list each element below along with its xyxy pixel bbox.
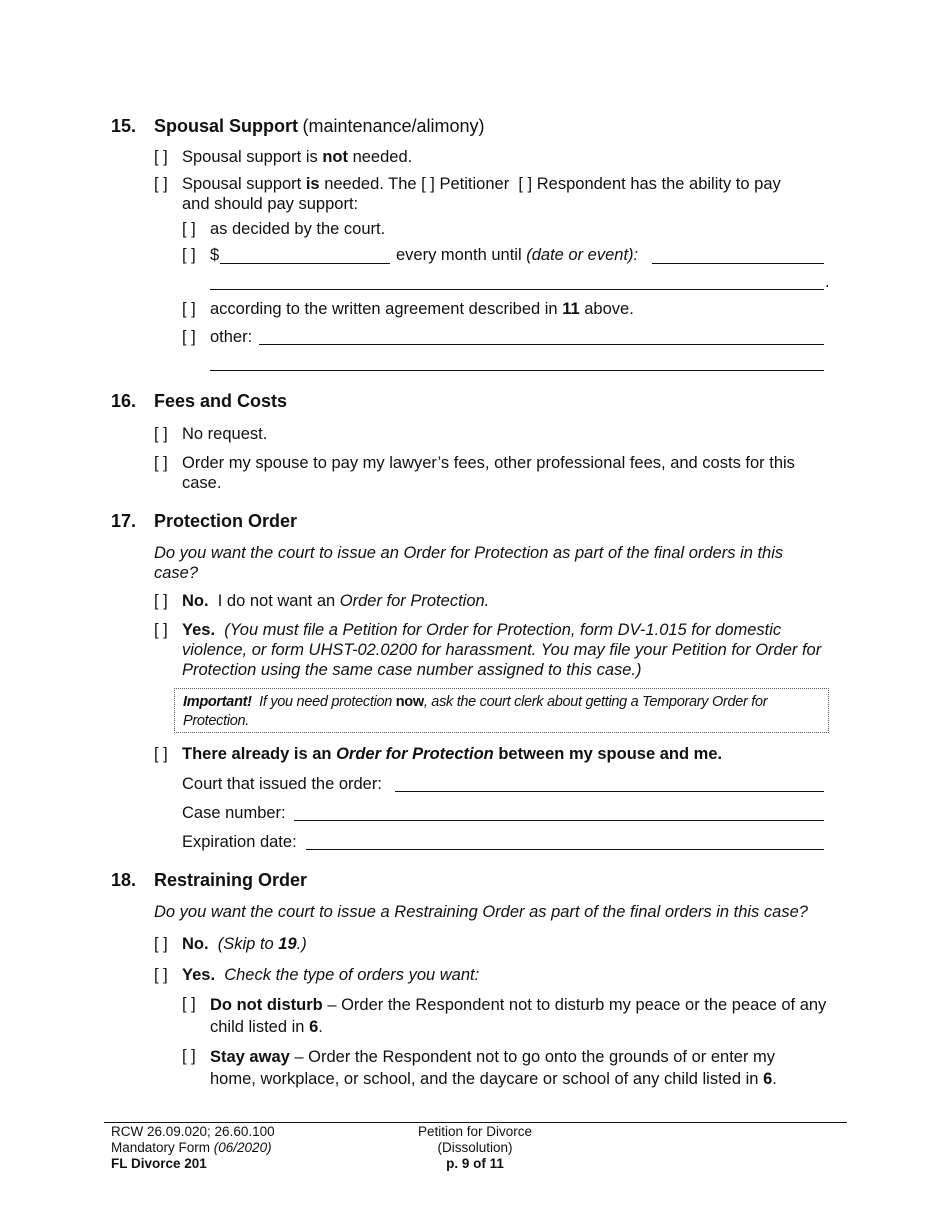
- expiration-date-field[interactable]: [306, 849, 824, 850]
- footer-rcw: RCW 26.09.020; 26.60.100: [111, 1124, 275, 1139]
- checkbox[interactable]: [ ]: [182, 220, 196, 238]
- text-italic: .): [296, 935, 307, 953]
- court-label: Court that issued the order:: [182, 775, 382, 793]
- date-or-event-field-line2[interactable]: [210, 289, 824, 290]
- s15-sub-other: [182, 327, 252, 347]
- checkbox[interactable]: [ ]: [182, 328, 196, 346]
- text-bold: between my spouse and me.: [493, 745, 723, 763]
- footer-doc-title: Petition for Divorce: [417, 1124, 533, 1139]
- text-italic: Check the type of orders you want:: [224, 966, 480, 984]
- text-italic: (date or event):: [526, 246, 639, 264]
- section-ref: 6: [763, 1070, 773, 1088]
- checkbox-respondent[interactable]: [ ]: [518, 175, 533, 193]
- section-17-number: 17.: [111, 511, 137, 531]
- date-or-event-field[interactable]: [652, 263, 824, 264]
- section-17-title: Protection Order: [154, 511, 298, 531]
- checkbox[interactable]: [ ]: [154, 966, 168, 984]
- s17-option-yes: [182, 620, 834, 680]
- s17-option-yes-checkbox[interactable]: [ ]: [154, 621, 168, 639]
- text: above.: [579, 300, 634, 318]
- s15-option-not-needed: [154, 147, 412, 167]
- text-bold: now: [395, 694, 424, 710]
- section-18-number: 18.: [111, 870, 137, 890]
- s15-option-needed-line2: and should pay support:: [182, 195, 359, 213]
- section-16-number: 16.: [111, 391, 137, 411]
- text: If you need protection: [259, 694, 396, 710]
- text: every month until: [396, 246, 527, 264]
- important-notice-box: [174, 688, 829, 733]
- text-italic: (Skip to: [217, 935, 279, 953]
- footer-center: [400, 1124, 550, 1172]
- text: , ask the court clerk about getting a Temporary Order for Protection.: [183, 694, 768, 729]
- checkbox[interactable]: [ ]: [182, 300, 196, 318]
- text: Respondent: [536, 175, 626, 193]
- footer-left: [111, 1124, 275, 1172]
- s15-option-needed: [154, 174, 781, 194]
- text: .: [772, 1070, 777, 1088]
- checkbox[interactable]: [ ]: [154, 745, 168, 763]
- text: No request.: [182, 425, 268, 443]
- text: Mandatory Form: [111, 1140, 214, 1155]
- section-ref: 19: [278, 935, 297, 953]
- section-15-subtitle: (maintenance/alimony): [302, 116, 485, 136]
- section-ref: 6: [309, 1018, 319, 1036]
- s18-stay-away: [210, 1046, 810, 1090]
- text: – Order the Respondent not to disturb my peace or the peace of any child listed in: [210, 996, 827, 1036]
- footer-form-id: FL Divorce 201: [111, 1156, 207, 1171]
- s15-sub-monthly: [182, 245, 219, 265]
- text-bold: Stay away: [210, 1048, 290, 1066]
- text: Petitioner: [439, 175, 510, 193]
- footer-rule: [104, 1122, 847, 1123]
- other-field[interactable]: [259, 344, 824, 345]
- amount-field[interactable]: [220, 263, 390, 264]
- s18-option-no: [154, 934, 307, 954]
- s17-option-already: [154, 744, 722, 764]
- s15-sub-court: [182, 219, 385, 239]
- checkbox[interactable]: [ ]: [154, 935, 168, 953]
- text-italic: (You must file a Petition for Order for Protection, form DV-1.015 for domestic violence, or form UHST-02.0200 for harassment. You may file your Petition for Order for Protection using the same case number assigned to this case.): [182, 621, 822, 679]
- s17-option-no: [154, 591, 489, 611]
- checkbox[interactable]: [ ]: [154, 592, 168, 610]
- text-italic: Order for Protection.: [339, 592, 490, 610]
- text: as decided by the court.: [210, 220, 386, 238]
- footer-doc-sub: (Dissolution): [437, 1140, 513, 1155]
- expiration-date-label: Expiration date:: [182, 833, 297, 851]
- text: needed. The: [319, 175, 422, 193]
- s18-do-not-disturb-checkbox[interactable]: [ ]: [182, 995, 196, 1013]
- text-bold-italic: Order for Protection: [336, 745, 494, 763]
- text: Spousal support: [182, 175, 306, 193]
- text-italic: (06/2020): [213, 1140, 272, 1155]
- section-15-heading: [154, 116, 485, 137]
- s18-do-not-disturb: [210, 994, 830, 1038]
- text: Spousal support is: [182, 148, 323, 166]
- text: other:: [210, 328, 253, 346]
- text-bold: No.: [182, 935, 209, 953]
- s18-stay-away-checkbox[interactable]: [ ]: [182, 1047, 196, 1065]
- section-16-title: Fees and Costs: [154, 391, 288, 411]
- text: according to the written agreement described in: [210, 300, 563, 318]
- text: .: [318, 1018, 323, 1036]
- checkbox[interactable]: [ ]: [154, 454, 168, 472]
- text: – Order the Respondent not to go onto the grounds of or enter my home, workplace, or school, and the daycare or school of any child listed in: [210, 1048, 776, 1088]
- checkbox[interactable]: [ ]: [182, 246, 196, 264]
- s15-monthly-label: [396, 245, 638, 265]
- other-field-line2[interactable]: [210, 370, 824, 371]
- section-ref: 11: [562, 300, 580, 318]
- checkbox[interactable]: [ ]: [154, 148, 168, 166]
- text-bold: Yes.: [182, 966, 216, 984]
- s15-sub-agreement: [182, 299, 634, 319]
- text-bold: Do not disturb: [210, 996, 323, 1014]
- section-15-title: Spousal Support: [154, 116, 298, 136]
- text-bold: not: [322, 148, 348, 166]
- section-18-title: Restraining Order: [154, 870, 308, 890]
- checkbox[interactable]: [ ]: [154, 425, 168, 443]
- important-label: Important!: [183, 694, 252, 710]
- case-number-field[interactable]: [294, 820, 824, 821]
- section-15-number: 15.: [111, 116, 137, 136]
- s16-option-order-fees-text: Order my spouse to pay my lawyer’s fees, other professional fees, and costs for this case.: [182, 454, 795, 492]
- s18-option-yes: [154, 965, 479, 985]
- court-field[interactable]: [395, 791, 824, 792]
- text-bold: Yes.: [182, 621, 216, 639]
- checkbox[interactable]: [ ]: [154, 175, 168, 193]
- text: needed.: [348, 148, 413, 166]
- text: I do not want an: [217, 592, 340, 610]
- case-number-label: Case number:: [182, 804, 286, 822]
- s16-option-no-request: [154, 424, 267, 444]
- text: has the ability to pay: [625, 175, 781, 193]
- text-bold: No.: [182, 592, 209, 610]
- text-bold: is: [305, 175, 320, 193]
- text-bold: There already is an: [182, 745, 337, 763]
- footer-mandatory: [111, 1140, 275, 1156]
- footer-page-number: p. 9 of 11: [446, 1156, 504, 1171]
- dollar-sign: $: [210, 246, 220, 264]
- checkbox-petitioner[interactable]: [ ]: [421, 175, 435, 193]
- s17-question: Do you want the court to issue an Order for Protection as part of the final orders in this case?: [154, 544, 784, 582]
- period: .: [825, 273, 830, 291]
- s18-question: Do you want the court to issue a Restraining Order as part of the final orders in this case?: [154, 903, 808, 921]
